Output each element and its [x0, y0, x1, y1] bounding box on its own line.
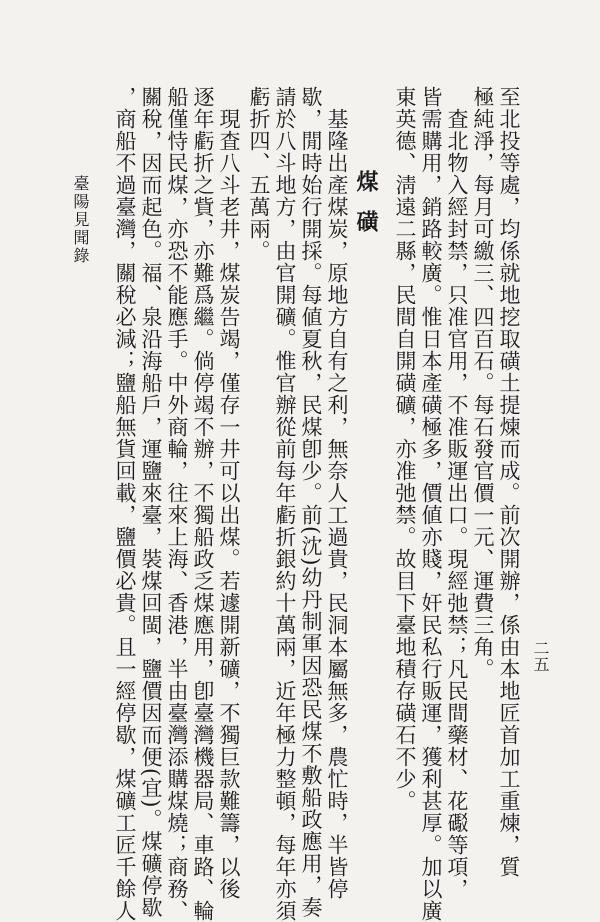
text-column-3: 査北物入經封禁，只准官用，不准販運出口。現經弛禁；凡民間藥材、花礟等項，: [445, 108, 469, 900]
text-column-6: 基隆出產煤炭，原地方自有之利，無奈人工過貴，民洞本屬無多，農忙時，半皆停: [325, 108, 349, 900]
text-column-2: 極純淨，每月可繳三、四百石。每石發官價一元、運費三角。: [471, 86, 495, 680]
running-title: 臺陽見聞錄: [71, 175, 90, 265]
text-column-8: 請於八斗地方，由官開礦。惟官辦從前每年虧折銀約十萬兩，近年極力整頓，每年亦須: [273, 86, 297, 922]
text-column-4: 皆需購用，銷路較廣。惟日本產磺極多，價値亦賤，奸民私行販運，獲利甚厚。加以廣: [419, 86, 443, 922]
text-column-9: 虧折四、五萬兩。: [247, 86, 271, 262]
text-column-1: 至北投等處，均係就地挖取磺土提煉而成。前次開辦，係由本地匠首加工重煉，質: [497, 86, 521, 878]
page-number: 二五: [531, 640, 550, 672]
text-column-11: 逐年虧折之貲，亦難爲繼。倘停竭不辦，不獨船政乏煤應用，卽臺灣機器局、車路、輪: [191, 86, 215, 922]
text-column-7: 歇，閒時始行開採。每値夏秋，民煤卽少。前(沈)幼丹制軍因恐民煤不敷船政應用，奏: [299, 86, 323, 919]
text-column-14: ，商船不過臺灣，關稅必減；鹽船無貨回載，鹽價必貴。且一經停歇，煤礦工匠千餘人: [113, 86, 137, 922]
section-heading: 煤磺: [353, 170, 379, 250]
text-column-12: 船僅恃民煤，亦恐不能應手。中外商輪，往來上海、香港，半由臺灣添購煤燒；商務、: [165, 86, 189, 922]
text-column-10: 現査八斗老井，煤炭告竭，僅存一井可以出煤。若遽開新礦，不獨巨款難籌，以後: [217, 108, 241, 900]
text-column-13: 關稅，因而起色。福、泉沿海船戶，運鹽來臺，裝煤回閩，鹽價因而便(宜)。煤礦停歇: [139, 86, 163, 919]
text-column-5: 東英德、淸遠二縣，民間自開磺礦，亦准弛禁。故目下臺地積存磺石不少。: [393, 86, 417, 812]
